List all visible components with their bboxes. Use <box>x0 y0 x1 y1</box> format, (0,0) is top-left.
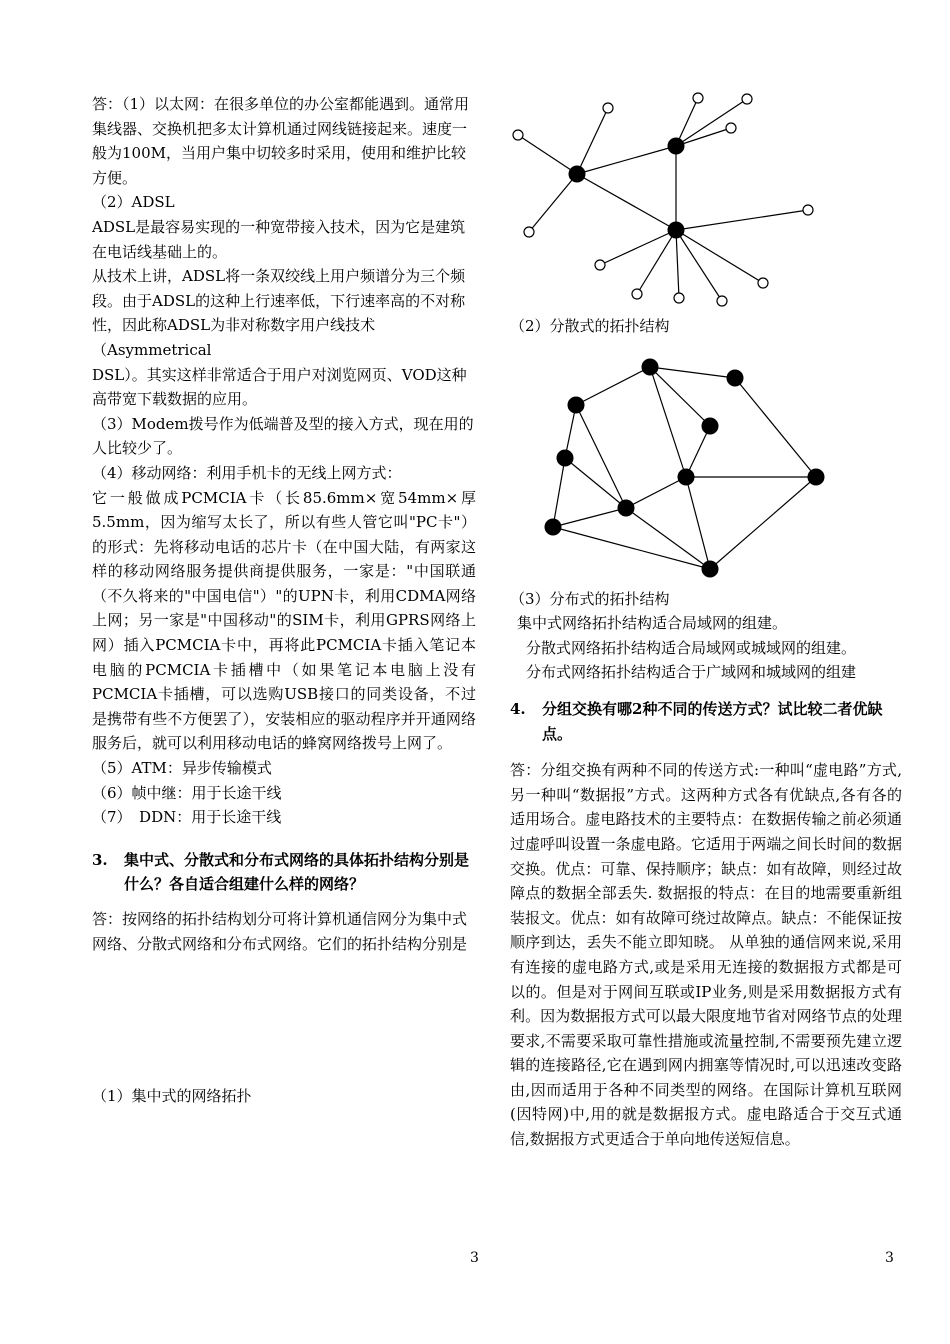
suitability-centralized: 集中式网络拓扑结构适合局域网的组建。 <box>517 614 788 633</box>
suitability-distributed: 分布式网络拓扑结构适合于广域网和城域网的组建 <box>526 663 857 682</box>
question-3-text: 集中式、分散式和分布式网络的具体拓扑结构分别是什么？各自适合组建什么样的网络？ <box>124 850 470 894</box>
question-4-text: 分组交换有哪2种不同的传送方式？试比较二者优缺点。 <box>542 699 883 743</box>
answer2-para-4: 从技术上讲，ADSL将一条双绞线上用户频谱分为三个频段。由于ADSL的这种上行速率低，下行速率高的不对称性，因此称ADSL为非对称数字用户线技术（Asymmetrical <box>92 267 466 359</box>
answer2-para-6: （3）Modem拨号作为低端普及型的接入方式，现在用的人比较少了。 <box>92 414 474 458</box>
right-column <box>510 88 902 1152</box>
answer2-para-7: （4）移动网络：利用手机卡的无线上网方式： <box>92 463 402 482</box>
answer2-para-1: 答：（1）以太网：在很多单位的办公室都能遇到。通常用集线器、交换机把多太计算机通过网线链接起来。速度一般为100M，当用户集中切较多时采用，使用和维护比较方便。 <box>92 95 470 187</box>
centralized-topology-diagram <box>92 964 476 1084</box>
answer2-para-2: （2）ADSL <box>92 193 175 212</box>
answer2-para-8: 它一般做成PCMCIA卡（长85.6mm×宽54mm×厚5.5mm，因为缩写太长了，所以有些人管它叫"PC卡"）的形式：先将移动电话的芯片卡（在中国大陆，有两家这样的移动网络服务提供商提供服务，一家是："中国联通（不久将来的"中国电信"）"的UPN卡，利用CDMA网络上网；另一家是"中国移动"的SIM卡，利用GPRS网络上网）插入PCMCIA卡中，再将此PCMCIA卡插入笔记本电脑的PCMCIA卡插槽中（如果笔记本电脑上没有PCMCIA卡插槽，可以选购USB接口的同类设备，不过是携带有些不方便罢了），安装相应的驱动程序并开通网络服务后，就可以利用移动电话的蜂窝网络拨号上网了。 <box>92 488 476 753</box>
caption-1: （1）集中式的网络拓扑 <box>92 1087 252 1106</box>
question-3-heading <box>92 848 476 897</box>
page-number-left: 3 <box>470 1250 479 1266</box>
caption-3: （3）分布式的拓扑结构 <box>510 589 670 608</box>
distributed-topology-diagram <box>510 347 902 587</box>
answer-3-text: 答：按网络的拓扑结构划分可将计算机通信网分为集中式网络、分散式网络和分布式网络。它们的拓扑结构分别是 <box>92 910 468 953</box>
caption-2: （2）分散式的拓扑结构 <box>510 317 670 335</box>
answer-4-text: 答：分组交换有两种不同的传送方式:一种叫“虚电路”方式,另一种叫“数据报”方式。这两种方式各有优缺点,各有各的适用场合。虚电路技术的主要特点：在数据传输之前必须通过虚呼叫设置一条虚电路。它适用于两端之间长时间的数据交换。优点：可靠、保持顺序；缺点：如有故障，则经过故障点的数据全部丢失. 数据报的特点：在目的地需要重新组装报文。优点：如有故障可绕过故障点。缺点：不能保证按顺序到达，丢失不能立即知晓。 从单独的通信网来说,采用有连接的虚电路方式,或是采用无连接的数据报方式都是可以的。但是对于网间互联或IP业务,则是采用数据报方式有利。因为数据报方式可以最大限度地节省对网络节点的处理要求,不需要采取可靠性措施或流量控制,不需要预先建立逻辑的连接路径,它在遇到网内拥塞等情况时,可以迅速改变路由,因而适用于各种不同类型的网络。在国际计算机互联网(因特网)中,用的就是数据报方式。虚电路适合于交互式通信,数据报方式更适合于单向地传送短信息。 <box>510 761 902 1149</box>
answer2-para-10: （6）帧中继：用于长途干线 <box>92 783 282 802</box>
question-3-number: 3. <box>92 850 108 869</box>
left-column <box>92 92 476 1109</box>
suitability-decentralized: 分散式网络拓扑结构适合局域网或城域网的组建。 <box>526 638 857 657</box>
question-4-heading <box>510 697 902 746</box>
answer2-para-3: ADSL是最容易实现的一种宽带接入技术，因为它是建筑在电话线基础上的。 <box>92 217 466 261</box>
answer2-para-11: （7） DDN：用于长途干线 <box>92 808 282 827</box>
question-4-number: 4. <box>510 699 526 718</box>
page-number-right: 3 <box>885 1250 894 1266</box>
decentralized-topology-diagram <box>510 88 902 308</box>
answer2-para-9: （5）ATM：异步传输模式 <box>92 759 272 778</box>
answer2-para-5: DSL）。其实这样非常适合于用户对浏览网页、VOD这种高带宽下载数据的应用。 <box>92 365 467 409</box>
